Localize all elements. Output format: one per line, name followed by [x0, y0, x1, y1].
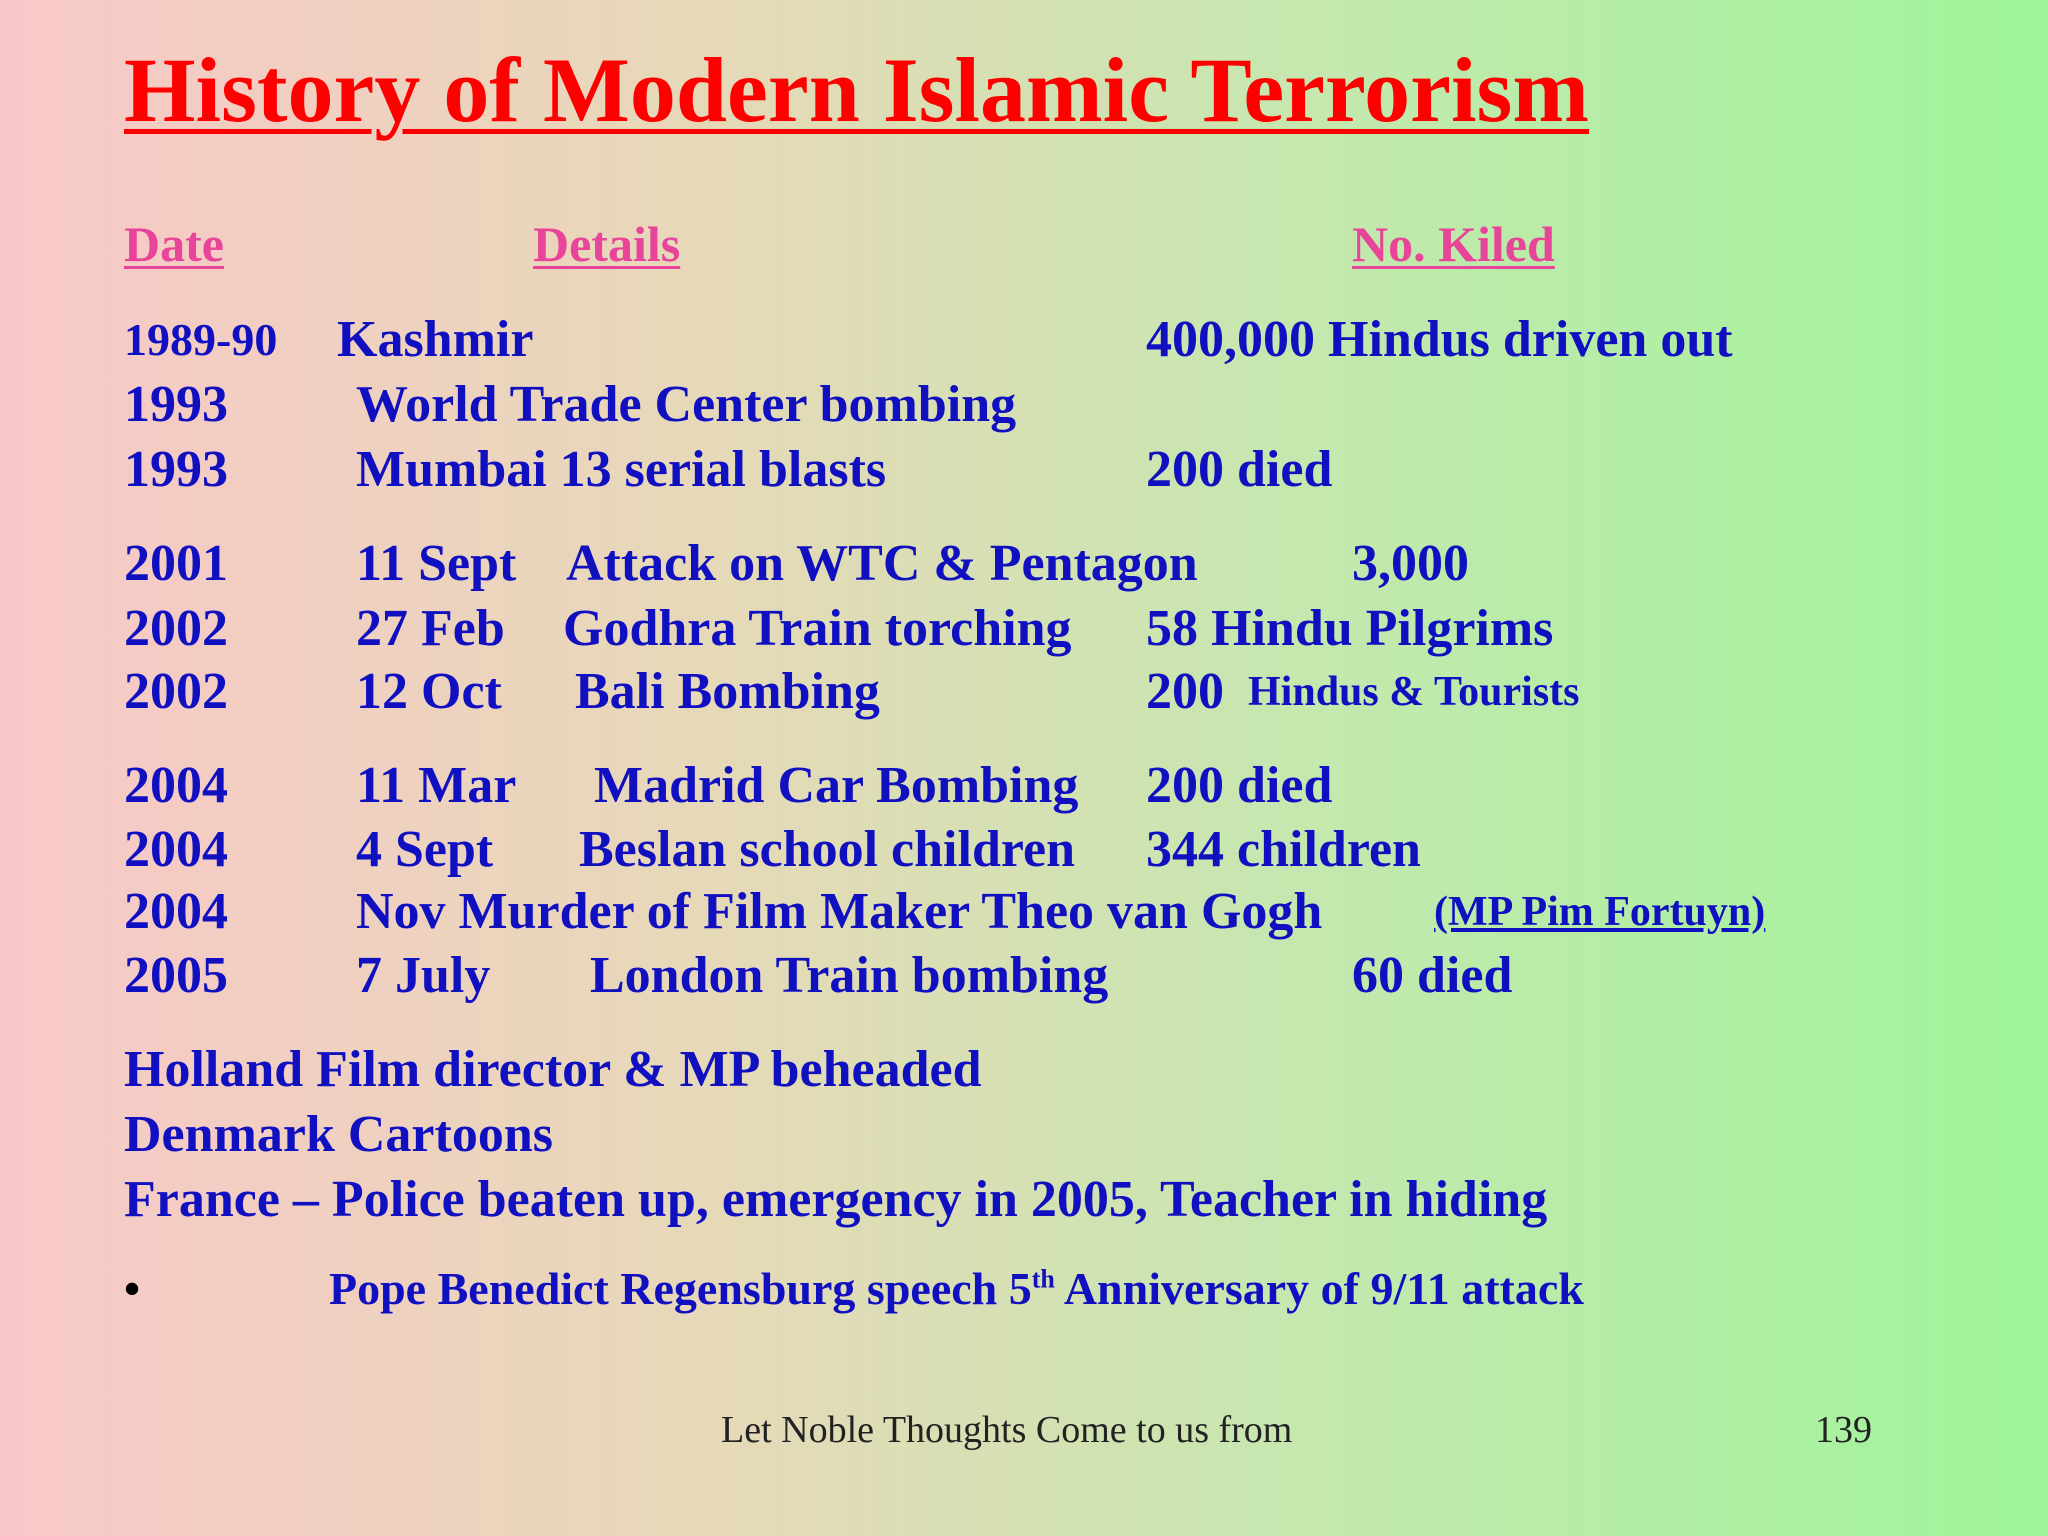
row-day: 27 Feb	[356, 600, 505, 657]
row-day: 4 Sept	[356, 821, 494, 878]
row-killed: 3,000	[1352, 535, 1469, 592]
bullet-text-before: Pope Benedict Regensburg speech 5	[329, 1263, 1032, 1314]
row-details: World Trade Center bombing	[356, 376, 1017, 433]
row-killed: 200	[1146, 663, 1224, 720]
row-date: 2002	[124, 600, 228, 657]
bullet-superscript: th	[1031, 1264, 1055, 1294]
row-date: 1993	[124, 376, 228, 433]
row-date: 1989-90	[124, 314, 278, 365]
note-denmark: Denmark Cartoons	[124, 1106, 553, 1163]
row-date: 2004	[124, 883, 228, 940]
row-details: Kashmir	[337, 311, 534, 368]
row-day: 11 Mar	[356, 757, 517, 814]
row-killed: 60 died	[1352, 947, 1513, 1004]
table-row	[0, 660, 2048, 724]
footer-text: Let Noble Thoughts Come to us from	[721, 1409, 1293, 1451]
note-holland: Holland Film director & MP beheaded	[124, 1041, 982, 1098]
row-day: 7 July	[356, 947, 491, 1004]
table-row	[0, 373, 2048, 437]
row-details: Nov Murder of Film Maker Theo van Gogh	[356, 883, 1323, 940]
row-killed: 344 children	[1146, 821, 1421, 878]
row-day: 11 Sept	[356, 535, 517, 592]
row-date: 2005	[124, 947, 228, 1004]
row-killed-note: Hindus & Tourists	[1248, 669, 1580, 715]
table-row	[0, 308, 2048, 372]
table-row	[0, 532, 2048, 596]
row-details: Madrid Car Bombing	[594, 757, 1079, 814]
page-number: 139	[1815, 1409, 1872, 1451]
row-details: London Train bombing	[590, 947, 1109, 1004]
row-killed: 400,000 Hindus driven out	[1146, 311, 1733, 368]
table-row	[0, 597, 2048, 661]
header-killed: No. Kiled	[1352, 216, 1555, 272]
table-row	[0, 754, 2048, 818]
row-date: 1993	[124, 441, 228, 498]
row-reference: (MP Pim Fortuyn)	[1434, 889, 1766, 935]
row-date: 2002	[124, 663, 228, 720]
row-killed: 200 died	[1146, 441, 1333, 498]
table-row	[0, 818, 2048, 882]
table-row	[0, 880, 2048, 944]
page-title: History of Modern Islamic Terrorism	[124, 39, 1589, 141]
row-details: Mumbai 13 serial blasts	[356, 441, 887, 498]
row-date: 2001	[124, 535, 228, 592]
header-date: Date	[124, 216, 224, 272]
table-row	[0, 438, 2048, 502]
row-date: 2004	[124, 757, 228, 814]
row-details: Beslan school children	[579, 821, 1076, 878]
row-details: Godhra Train torching	[563, 600, 1072, 657]
bullet-icon: •	[124, 1263, 141, 1314]
note-france: France – Police beaten up, emergency in 2005, Teacher in hiding	[124, 1171, 1548, 1228]
bullet-text	[329, 1262, 1584, 1315]
bullet-text-after: Anniversary of 9/11 attack	[1054, 1263, 1584, 1314]
header-details: Details	[533, 216, 681, 272]
row-details: Attack on WTC & Pentagon	[566, 535, 1198, 592]
row-details: Bali Bombing	[575, 663, 880, 720]
row-day: 12 Oct	[356, 663, 502, 720]
table-row	[0, 944, 2048, 1008]
row-killed: 58 Hindu Pilgrims	[1146, 600, 1554, 657]
row-date: 2004	[124, 821, 228, 878]
row-killed: 200 died	[1146, 757, 1333, 814]
